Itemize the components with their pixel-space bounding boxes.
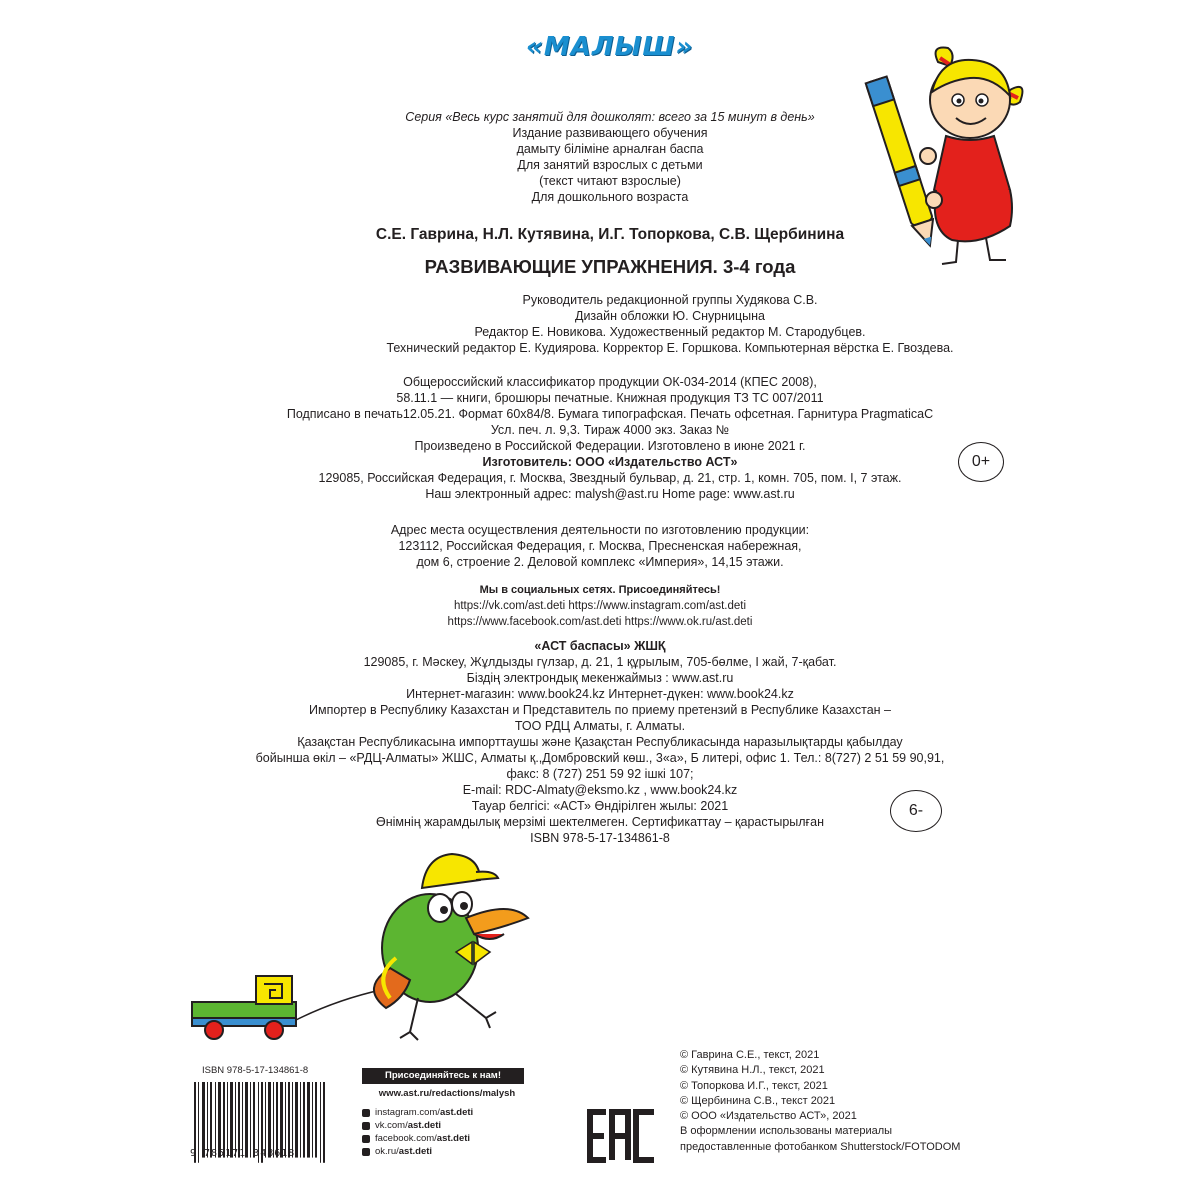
social-item bbox=[362, 1145, 542, 1158]
copyright-line: © Кутявина Н.Л., текст, 2021 bbox=[680, 1064, 825, 1077]
logo-text: «МАЛЫШ» bbox=[526, 32, 694, 62]
authors: С.Е. Гаврина, Н.Л. Кутявина, И.Г. Топоркова, С.В. Щербинина bbox=[375, 226, 845, 243]
kz-line: Өнімнің жарамдылық мерзімі шектелмеген. Сертификаттау – қарастырылған bbox=[376, 815, 824, 829]
production-address bbox=[300, 522, 900, 570]
copyright-line: В оформлении использованы материалы bbox=[680, 1125, 893, 1138]
kz-line: Қазақстан Республикасына импорттаушы және Қазақстан Республикасында наразылықтарды қабылдау bbox=[297, 735, 903, 749]
social-prefix: facebook.com/ bbox=[375, 1133, 437, 1144]
social-links bbox=[350, 582, 850, 630]
credits bbox=[350, 292, 990, 356]
imprint-line: Общероссийский классификатор продукции ОК-034-2014 (КПЕС 2008), bbox=[403, 375, 817, 389]
series-info bbox=[350, 109, 870, 205]
series-line: Серия «Весь курс занятий для дошколят: всего за 15 минут в день» bbox=[405, 110, 815, 124]
address-line: дом 6, строение 2. Деловой комплекс «Империя», 14,15 этажи. bbox=[416, 555, 784, 569]
social-handle: ast.deti bbox=[407, 1120, 441, 1131]
imprint-line: 58.11.1 — книги, брошюры печатные. Книжная продукция ТЗ ТС 007/2011 bbox=[396, 391, 824, 405]
series-line: (текст читают взрослые) bbox=[539, 174, 681, 188]
credit-line: Руководитель редакционной группы Худякова С.В. bbox=[522, 293, 818, 307]
imprint-line: Произведено в Российской Федерации. Изготовлено в июне 2021 г. bbox=[414, 439, 806, 453]
kz-line: Интернет-магазин: www.book24.kz Интернет-дүкен: www.book24.kz bbox=[406, 687, 794, 701]
series-line: дамыту біліміне арналған баспа bbox=[516, 142, 704, 156]
kz-line: бойынша өкіл – «РДЦ-Алматы» ЖШС, Алматы қ.,Домбровский көш., 3«а», Б литері, офис 1. Тел.: 8(727) 2 51 59 90,91, bbox=[255, 751, 945, 765]
address-line: Адрес места осуществления деятельности по изготовлению продукции: bbox=[390, 523, 810, 537]
ok-icon bbox=[362, 1148, 370, 1156]
manufacturer-line: Изготовитель: ООО «Издательство АСТ» bbox=[482, 455, 738, 469]
series-line: Издание развивающего обучения bbox=[512, 126, 708, 140]
credit-line: Дизайн обложки Ю. Снурницына bbox=[574, 309, 766, 323]
copyright-line: © Гаврина С.Е., текст, 2021 bbox=[680, 1049, 820, 1061]
social-item bbox=[362, 1119, 542, 1132]
imprint-line: Подписано в печать12.05.21. Формат 60x84/8. Бумага типографская. Печать офсетная. Гарнитура PragmaticaC bbox=[286, 407, 934, 421]
eac-mark bbox=[586, 1108, 658, 1164]
imprint-line: 129085, Российская Федерация, г. Москва, Звездный бульвар, д. 21, стр. 1, комн. 705, пом. I, 7 этаж. bbox=[318, 471, 902, 485]
secondary-age-text: 6- bbox=[908, 802, 924, 819]
parrot-with-truck-illustration bbox=[190, 848, 540, 1048]
social-handle: ast.deti bbox=[436, 1133, 471, 1144]
kz-line: Біздің электрондық мекенжаймыз : www.ast.ru bbox=[466, 671, 734, 685]
social-prefix: vk.com/ bbox=[375, 1120, 408, 1131]
kz-line: «АСТ баспасы» ЖШҚ bbox=[534, 639, 666, 653]
social-row: https://www.facebook.com/ast.deti https://www.ok.ru/ast.deti bbox=[447, 616, 753, 628]
facebook-icon bbox=[362, 1135, 370, 1143]
address-line: 123112, Российская Федерация, г. Москва, Пресненская набережная, bbox=[398, 539, 802, 553]
series-line: Для дошкольного возраста bbox=[531, 190, 689, 204]
credit-line: Технический редактор Е. Кудиярова. Корректор Е. Горшкова. Компьютерная вёрстка Е. Гвоздева. bbox=[386, 341, 954, 355]
kz-line: факс: 8 (727) 251 59 92 ішкі 107; bbox=[506, 767, 694, 781]
imprint-line: Усл. печ. л. 9,3. Тираж 4000 экз. Заказ № bbox=[490, 423, 730, 437]
credit-line: Редактор Е. Новикова. Художественный редактор М. Стародубцев. bbox=[474, 325, 866, 339]
secondary-age-badge bbox=[890, 790, 942, 832]
kz-line: ТОО РДЦ Алматы, г. Алматы. bbox=[514, 719, 686, 733]
imprint bbox=[240, 374, 980, 502]
social-row: https://vk.com/ast.deti https://www.instagram.com/ast.deti bbox=[453, 600, 747, 612]
kz-line: ISBN 978-5-17-134861-8 bbox=[530, 831, 670, 845]
age-rating-badge bbox=[958, 442, 1004, 482]
book-title: РАЗВИВАЮЩИЕ УПРАЖНЕНИЯ. 3-4 года bbox=[424, 256, 796, 277]
kz-line: Тауар белгісі: «АСТ» Өндірілген жылы: 2021 bbox=[471, 799, 729, 813]
publisher-logo bbox=[526, 30, 694, 64]
kz-line: 129085, г. Мәскеу, Жұлдызды гүлзар, д. 21, 1 құрылым, 705-бөлме, I жай, 7-қабат. bbox=[363, 655, 837, 669]
copyrights bbox=[680, 1048, 1060, 1155]
site-url: www.ast.ru/redactions/malysh bbox=[378, 1088, 516, 1099]
social-prefix: instagram.com/ bbox=[375, 1107, 440, 1118]
social-item bbox=[362, 1132, 542, 1145]
age-rating-text: 0+ bbox=[971, 453, 991, 470]
social-item bbox=[362, 1106, 542, 1119]
social-handle: ast.deti bbox=[398, 1146, 433, 1157]
social-list bbox=[362, 1106, 542, 1158]
series-line: Для занятий взрослых с детьми bbox=[517, 158, 703, 172]
kz-line: E-mail: RDC-Almaty@eksmo.kz , www.book24.kz bbox=[462, 783, 738, 797]
copyright-line: предоставленные фотобанком Shutterstock/FOTODOM bbox=[680, 1140, 961, 1153]
vk-icon bbox=[362, 1122, 370, 1130]
imprint-line: Наш электронный адрес: malysh@ast.ru Home page: www.ast.ru bbox=[425, 487, 795, 501]
instagram-icon bbox=[362, 1109, 370, 1117]
copyright-line: © Топоркова И.Г., текст, 2021 bbox=[680, 1079, 828, 1092]
copyright-line: © ООО «Издательство АСТ», 2021 bbox=[680, 1110, 857, 1123]
isbn-label: ISBN 978-5-17-134861-8 bbox=[202, 1065, 309, 1076]
barcode-digits: 9 785171 348618 bbox=[190, 1148, 296, 1159]
social-handle: ast.deti bbox=[439, 1107, 474, 1118]
social-prefix: ok.ru/ bbox=[375, 1146, 399, 1157]
join-us-banner: Присоединяйтесь к нам! bbox=[362, 1068, 524, 1084]
kz-line: Импортер в Республику Казахстан и Представитель по приему претензий в Республике Казахстан – bbox=[309, 703, 891, 717]
social-heading: Мы в социальных сетях. Присоединяйтесь! bbox=[479, 584, 721, 596]
copyright-line: © Щербинина С.В., текст 2021 bbox=[680, 1094, 836, 1107]
